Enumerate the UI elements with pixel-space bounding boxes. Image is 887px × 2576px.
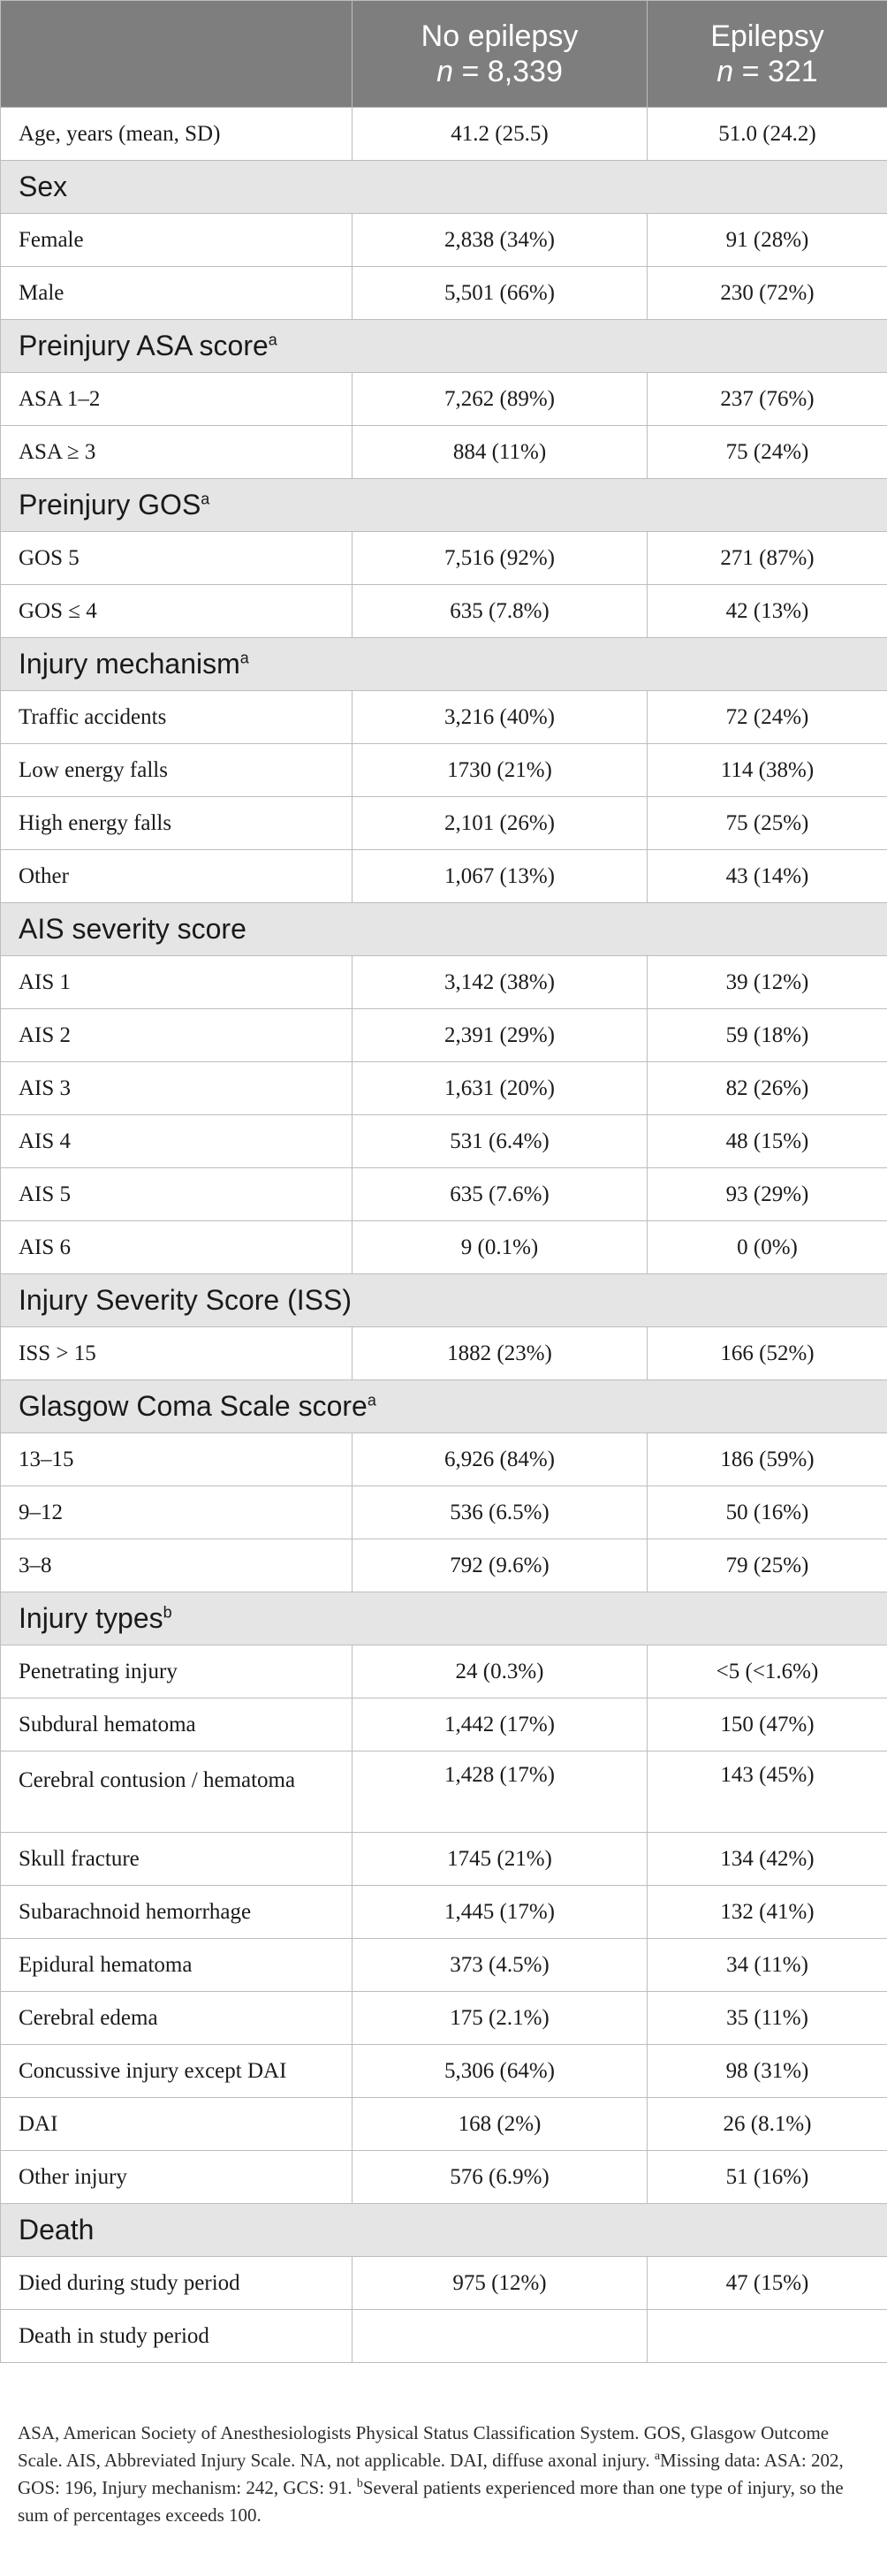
table-row xyxy=(1,744,887,797)
no-epilepsy-value: 1,442 (17%) xyxy=(353,1698,648,1752)
row-label: ASA 1–2 xyxy=(1,373,353,426)
no-epilepsy-value: 2,391 (29%) xyxy=(353,1009,648,1062)
epilepsy-value: 34 (11%) xyxy=(648,1939,887,1992)
epilepsy-value: 237 (76%) xyxy=(648,373,887,426)
no-epilepsy-value: 884 (11%) xyxy=(353,426,648,479)
row-label: Other injury xyxy=(1,2151,353,2204)
row-label: Low energy falls xyxy=(1,744,353,797)
table-row xyxy=(1,1939,887,1992)
section-header-row xyxy=(1,1274,887,1327)
row-label: Concussive injury except DAI xyxy=(1,2045,353,2098)
table-row xyxy=(1,1433,887,1486)
table-row xyxy=(1,1486,887,1539)
no-epilepsy-value: 7,262 (89%) xyxy=(353,373,648,426)
no-epilepsy-value: 576 (6.9%) xyxy=(353,2151,648,2204)
row-label: ISS > 15 xyxy=(1,1327,353,1380)
table-row xyxy=(1,2310,887,2363)
epilepsy-value: 150 (47%) xyxy=(648,1698,887,1752)
section-header-row xyxy=(1,1380,887,1433)
table-row xyxy=(1,108,887,161)
epilepsy-value: 98 (31%) xyxy=(648,2045,887,2098)
epilepsy-value: 50 (16%) xyxy=(648,1486,887,1539)
epilepsy-value: 75 (25%) xyxy=(648,797,887,850)
table-row xyxy=(1,1833,887,1886)
section-title xyxy=(1,1274,887,1327)
header-blank-cell xyxy=(1,1,353,108)
section-title xyxy=(1,479,887,532)
epilepsy-value: 82 (26%) xyxy=(648,1062,887,1115)
epilepsy-value: 79 (25%) xyxy=(648,1539,887,1592)
section-title-text: Glasgow Coma Scale score xyxy=(19,1390,368,1422)
table-row xyxy=(1,2257,887,2310)
table-row xyxy=(1,267,887,320)
footnote-marker: a xyxy=(239,649,249,667)
table-row xyxy=(1,1221,887,1274)
epilepsy-value: 91 (28%) xyxy=(648,214,887,267)
footnote-b-mark: b xyxy=(356,2477,363,2490)
row-label: 9–12 xyxy=(1,1486,353,1539)
no-epilepsy-value: 1882 (23%) xyxy=(353,1327,648,1380)
section-title-text: Preinjury GOS xyxy=(19,489,201,521)
table-row xyxy=(1,426,887,479)
row-label: Death in study period xyxy=(1,2310,353,2363)
no-epilepsy-value: 635 (7.8%) xyxy=(353,585,648,638)
no-epilepsy-value: 9 (0.1%) xyxy=(353,1221,648,1274)
section-title xyxy=(1,1592,887,1645)
no-epilepsy-value: 3,142 (38%) xyxy=(353,956,648,1009)
table-row xyxy=(1,1886,887,1939)
table-row xyxy=(1,1645,887,1698)
epilepsy-value: 75 (24%) xyxy=(648,426,887,479)
footnote-a-mark: a xyxy=(654,2450,661,2463)
row-label: Cerebral edema xyxy=(1,1992,353,2045)
footnote-marker: a xyxy=(367,1391,376,1410)
epilepsy-value: 48 (15%) xyxy=(648,1115,887,1168)
header-epilepsy xyxy=(648,1,887,108)
table-row xyxy=(1,532,887,585)
footnote-a-text: Missing data: ASA: 202, GOS: 196, Injury mechanism: 242, GCS: 91. xyxy=(18,2450,844,2498)
row-label: ASA ≥ 3 xyxy=(1,426,353,479)
table-row xyxy=(1,850,887,903)
no-epilepsy-value: 373 (4.5%) xyxy=(353,1939,648,1992)
row-label: AIS 4 xyxy=(1,1115,353,1168)
row-label: AIS 3 xyxy=(1,1062,353,1115)
table-row xyxy=(1,1115,887,1168)
table-row xyxy=(1,1168,887,1221)
epilepsy-value: 230 (72%) xyxy=(648,267,887,320)
no-epilepsy-value: 175 (2.1%) xyxy=(353,1992,648,2045)
epilepsy-value: 51.0 (24.2) xyxy=(648,108,887,161)
no-epilepsy-value: 1,445 (17%) xyxy=(353,1886,648,1939)
row-label: Male xyxy=(1,267,353,320)
no-epilepsy-value: 635 (7.6%) xyxy=(353,1168,648,1221)
no-epilepsy-value: 2,101 (26%) xyxy=(353,797,648,850)
section-title-text: Sex xyxy=(19,171,68,202)
section-title-text: Injury Severity Score (ISS) xyxy=(19,1284,352,1316)
no-epilepsy-value: 1,631 (20%) xyxy=(353,1062,648,1115)
row-label: Subarachnoid hemorrhage xyxy=(1,1886,353,1939)
no-epilepsy-value: 24 (0.3%) xyxy=(353,1645,648,1698)
row-label: High energy falls xyxy=(1,797,353,850)
section-title xyxy=(1,2204,887,2257)
row-label: AIS 5 xyxy=(1,1168,353,1221)
section-title xyxy=(1,320,887,373)
no-epilepsy-value: 6,926 (84%) xyxy=(353,1433,648,1486)
section-title-text: Injury mechanism xyxy=(19,648,240,680)
section-title-text: AIS severity score xyxy=(19,913,246,945)
table-row xyxy=(1,1062,887,1115)
header-epilepsy-n: n = 321 xyxy=(716,55,818,88)
table-row xyxy=(1,1992,887,2045)
table-row xyxy=(1,373,887,426)
table-row xyxy=(1,214,887,267)
section-header-row xyxy=(1,903,887,956)
row-label: Female xyxy=(1,214,353,267)
epilepsy-value: 47 (15%) xyxy=(648,2257,887,2310)
row-label: Traffic accidents xyxy=(1,691,353,744)
table-row xyxy=(1,2151,887,2204)
epilepsy-value: 51 (16%) xyxy=(648,2151,887,2204)
row-label: AIS 6 xyxy=(1,1221,353,1274)
epilepsy-value: 271 (87%) xyxy=(648,532,887,585)
epilepsy-value: 166 (52%) xyxy=(648,1327,887,1380)
header-epilepsy-title: Epilepsy xyxy=(710,19,824,53)
row-label: Penetrating injury xyxy=(1,1645,353,1698)
no-epilepsy-value: 536 (6.5%) xyxy=(353,1486,648,1539)
no-epilepsy-value: 3,216 (40%) xyxy=(353,691,648,744)
no-epilepsy-value: 41.2 (25.5) xyxy=(353,108,648,161)
epilepsy-value: 186 (59%) xyxy=(648,1433,887,1486)
no-epilepsy-value: 792 (9.6%) xyxy=(353,1539,648,1592)
table-row xyxy=(1,797,887,850)
section-header-row xyxy=(1,320,887,373)
footnote-b-text: Several patients experienced more than one type of injury, so the sum of percentages exceeds 100. xyxy=(18,2477,844,2526)
table-row xyxy=(1,1539,887,1592)
section-header-row xyxy=(1,2204,887,2257)
section-header-row xyxy=(1,161,887,214)
section-title xyxy=(1,161,887,214)
row-label: GOS 5 xyxy=(1,532,353,585)
epilepsy-value: <5 (<1.6%) xyxy=(648,1645,887,1698)
epilepsy-value: 35 (11%) xyxy=(648,1992,887,2045)
row-label: AIS 2 xyxy=(1,1009,353,1062)
row-label: Died during study period xyxy=(1,2257,353,2310)
table-footnote xyxy=(18,2420,869,2529)
section-header-row xyxy=(1,479,887,532)
epilepsy-value: 42 (13%) xyxy=(648,585,887,638)
epilepsy-value: 39 (12%) xyxy=(648,956,887,1009)
section-title xyxy=(1,903,887,956)
no-epilepsy-value: 975 (12%) xyxy=(353,2257,648,2310)
no-epilepsy-value: 2,838 (34%) xyxy=(353,214,648,267)
no-epilepsy-value: 1,428 (17%) xyxy=(353,1752,648,1833)
epilepsy-value: 26 (8.1%) xyxy=(648,2098,887,2151)
section-title xyxy=(1,638,887,691)
table-row xyxy=(1,2045,887,2098)
epilepsy-value: 132 (41%) xyxy=(648,1886,887,1939)
no-epilepsy-value: 1730 (21%) xyxy=(353,744,648,797)
footnote-marker: a xyxy=(268,331,277,349)
no-epilepsy-value: 1745 (21%) xyxy=(353,1833,648,1886)
table-header-row xyxy=(1,1,887,108)
row-label: Age, years (mean, SD) xyxy=(1,108,353,161)
table-row xyxy=(1,1698,887,1752)
epilepsy-value: 143 (45%) xyxy=(648,1752,887,1833)
epilepsy-value: 43 (14%) xyxy=(648,850,887,903)
section-title-text: Preinjury ASA score xyxy=(19,330,269,361)
section-title xyxy=(1,1380,887,1433)
table-row xyxy=(1,956,887,1009)
footnote-marker: a xyxy=(201,490,210,508)
row-label: DAI xyxy=(1,2098,353,2151)
header-no-epilepsy xyxy=(353,1,648,108)
footnote-marker: b xyxy=(163,1603,172,1622)
section-header-row xyxy=(1,638,887,691)
section-title-text: Death xyxy=(19,2214,95,2245)
table-row xyxy=(1,2098,887,2151)
row-label: 13–15 xyxy=(1,1433,353,1486)
epilepsy-value: 59 (18%) xyxy=(648,1009,887,1062)
epilepsy-value: 93 (29%) xyxy=(648,1168,887,1221)
no-epilepsy-value: 7,516 (92%) xyxy=(353,532,648,585)
table-body xyxy=(1,108,887,2363)
no-epilepsy-value: 5,501 (66%) xyxy=(353,267,648,320)
row-label: Epidural hematoma xyxy=(1,1939,353,1992)
row-label: Cerebral contusion / hematoma xyxy=(1,1752,353,1833)
table-row xyxy=(1,1327,887,1380)
row-label: Skull fracture xyxy=(1,1833,353,1886)
table-row xyxy=(1,1752,887,1833)
no-epilepsy-value: 5,306 (64%) xyxy=(353,2045,648,2098)
epilepsy-value: 114 (38%) xyxy=(648,744,887,797)
table-row xyxy=(1,1009,887,1062)
footnote-main: ASA, American Society of Anesthesiologists Physical Status Classification System. GOS, Glasgow Outcome Scale. AIS, Abbreviated Injury Scale. NA, not applicable. DAI, diffuse axonal injury. xyxy=(18,2422,830,2471)
header-no-epilepsy-n: n = 8,339 xyxy=(436,55,563,88)
row-label: 3–8 xyxy=(1,1539,353,1592)
epilepsy-value: 0 (0%) xyxy=(648,1221,887,1274)
epilepsy-value xyxy=(648,2310,887,2363)
no-epilepsy-value xyxy=(353,2310,648,2363)
row-label: Other xyxy=(1,850,353,903)
table-row xyxy=(1,691,887,744)
no-epilepsy-value: 1,067 (13%) xyxy=(353,850,648,903)
row-label: GOS ≤ 4 xyxy=(1,585,353,638)
row-label: Subdural hematoma xyxy=(1,1698,353,1752)
row-label: AIS 1 xyxy=(1,956,353,1009)
header-no-epilepsy-title: No epilepsy xyxy=(421,19,579,53)
table-row xyxy=(1,585,887,638)
no-epilepsy-value: 168 (2%) xyxy=(353,2098,648,2151)
epilepsy-value: 72 (24%) xyxy=(648,691,887,744)
section-header-row xyxy=(1,1592,887,1645)
no-epilepsy-value: 531 (6.4%) xyxy=(353,1115,648,1168)
epilepsy-value: 134 (42%) xyxy=(648,1833,887,1886)
section-title-text: Injury types xyxy=(19,1602,163,1634)
